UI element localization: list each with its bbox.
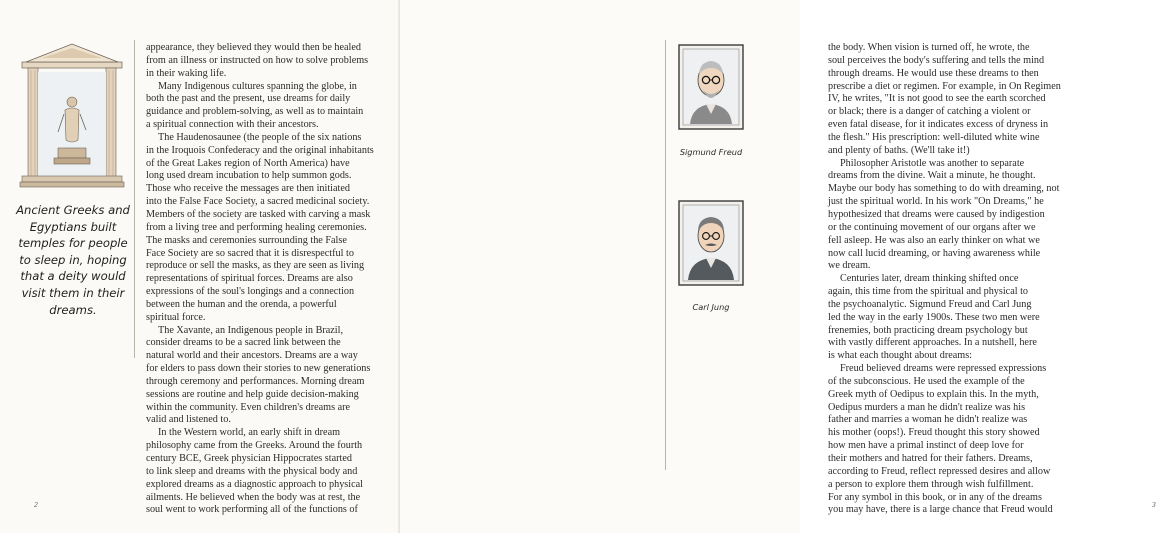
text-line: spiritual force. <box>146 311 206 323</box>
text-line: The Xavante, an Indigenous people in Brazil, <box>158 324 344 336</box>
text-line: or the continuing movement of our organs after we <box>828 221 1036 233</box>
text-line: from a living tree and performing healing ceremonies. <box>146 221 367 233</box>
text-line: Freud believed dreams were repressed expressions <box>840 363 1047 375</box>
text-line: according to Freud, reflect repressed desires and allow <box>828 465 1051 477</box>
text-line: Many Indigenous cultures spanning the globe, in <box>158 80 357 92</box>
text-line: father and marries a woman he didn't realize was <box>828 414 1028 426</box>
text-line: of the subconscious. He used the example of the <box>828 375 1025 387</box>
text-line: Those who receive the messages are then initiated <box>146 183 350 195</box>
text-line: fell asleep. He was also an early thinker on what we <box>828 234 1040 246</box>
text-line: a person to explore them through wish fulfillment. <box>828 478 1034 490</box>
text-line: both the past and the present, use dreams for daily <box>146 93 351 105</box>
text-line: explored dreams as a diagnostic approach to physical <box>146 478 363 490</box>
text-line: For any symbol in this book, or in any of the dreams <box>828 491 1042 503</box>
right-body-text <box>828 42 1060 517</box>
text-line: century BCE, Greek physician Hippocrates started <box>146 453 352 464</box>
text-line: Face Society are so sacred that it is disrespectful to <box>146 247 354 259</box>
text-line: Oedipus murders a man he didn't realize was his <box>828 401 1026 413</box>
temple-illustration <box>18 40 126 188</box>
page-number: 3 <box>1152 500 1156 509</box>
text-line: his mother (oops!). Freud thought this story showed <box>828 427 1040 439</box>
text-line: reproduce or sell the masks, as they are seen as living <box>146 260 365 272</box>
text-line: In the Western world, an early shift in dream <box>158 427 341 439</box>
column-rule <box>134 40 135 358</box>
text-line: again, this time from the spiritual and physical to <box>828 286 1029 298</box>
text-line: The masks and ceremonies surrounding the False <box>146 234 347 246</box>
text-line: the psychoanalytic. Sigmund Freud and Carl Jung <box>828 298 1032 310</box>
text-line: ailments. He believed when the body was at rest, the <box>146 491 361 503</box>
text-line: for elders to pass down their stories to new generations <box>146 363 371 375</box>
text-line: of the Great Lakes region of North America) have <box>146 157 350 169</box>
text-line: valid and listened to. <box>146 414 231 426</box>
text-line: led the way in the early 1900s. These two men were <box>828 311 1040 323</box>
text-line: Centuries later, dream thinking shifted once <box>840 273 1019 285</box>
text-line: from an illness or instructed on how to solve problems <box>146 54 369 66</box>
text-line: guidance and problem-solving, as well as to maintain <box>146 106 364 118</box>
text-line: even fatal disease, for it indicates excess of dryness in <box>828 119 1049 131</box>
left-page <box>0 0 400 533</box>
text-line: now call lucid dreaming, or having awareness while <box>828 247 1041 259</box>
text-line: is what each thought about dreams: <box>828 350 973 362</box>
text-line: prescribe a diet or regimen. For example, in On Regimen <box>828 80 1061 92</box>
text-line: just the spiritual world. In his work "On Dreams," he <box>828 196 1044 208</box>
text-line: with vastly different approaches. In a nutshell, here <box>828 337 1037 349</box>
text-line: representations of spiritual forces. Dreams are also <box>146 273 353 285</box>
text-line: the flesh." His prescription: well-diluted white wine <box>828 131 1040 143</box>
text-line: Greek myth of Oedipus to explain this. In the myth, <box>828 388 1039 400</box>
jung-caption: Carl Jung <box>692 302 730 312</box>
text-line: soul went to work performing all of the functions of <box>146 504 358 516</box>
text-line: and plenty of baths. (We'll take it!) <box>828 144 970 156</box>
text-line: in the Iroquois Confederacy and the original inhabitants <box>146 144 374 156</box>
text-line: between the human and the orenda, a powerful <box>146 298 337 310</box>
freud-caption: Sigmund Freud <box>679 147 743 157</box>
text-line: their mothers and hatred for their fathers. Dreams, <box>828 453 1033 464</box>
text-line: into the False Face Society, a sacred medicinal society. <box>146 196 370 208</box>
jung-portrait <box>678 200 744 286</box>
text-line: a spiritual connection with their ancestors. <box>146 119 319 131</box>
text-line: Members of the society are tasked with carving a mask <box>146 208 371 220</box>
text-line: the body. When vision is turned off, he wrote, the <box>828 42 1030 53</box>
text-line: Philosopher Aristotle was another to separate <box>840 157 1025 169</box>
text-line: how men have a primal instinct of deep love for <box>828 440 1024 452</box>
text-line: The Haudenosaunee (the people of the six nations <box>158 131 362 143</box>
text-line: soul perceives the body's suffering and tells the mind <box>828 54 1045 66</box>
text-line: frenemies, both practicing dream psychology but <box>828 324 1028 336</box>
temple-caption: Ancient Greeks and Egyptians built temples for people to sleep in, hoping that a deity would visit them in their dreams. <box>16 203 130 317</box>
text-line: appearance, they believed they would then be healed <box>146 42 361 53</box>
text-line: you may have, there is a large chance that Freud would <box>828 504 1053 516</box>
text-line: through ceremony and performances. Morning dream <box>146 375 365 387</box>
text-line: to link sleep and dreams with the physical body and <box>146 465 358 477</box>
text-line: through dreams. He would use these dreams to then <box>828 67 1039 79</box>
text-line: sessions are routine and help guide decision-making <box>146 388 359 400</box>
column-rule <box>665 40 666 470</box>
text-line: or black; there is a danger of catching a violent or <box>828 106 1031 118</box>
text-line: natural world and their ancestors. Dreams are a way <box>146 350 358 362</box>
text-line: we dream. <box>828 260 871 272</box>
text-line: Maybe our body has something to do with dreaming, not <box>828 183 1060 195</box>
text-line: expressions of the soul's longings and a connection <box>146 286 355 298</box>
page-number: 2 <box>34 500 38 509</box>
text-line: within the community. Even children's dreams are <box>146 401 351 413</box>
text-line: consider dreams to be a sacred link between the <box>146 337 341 349</box>
text-line: philosophy came from the Greeks. Around the fourth <box>146 440 363 452</box>
left-body-text <box>146 42 374 517</box>
freud-portrait <box>678 44 744 130</box>
text-line: hypothesized that dreams were caused by indigestion <box>828 208 1045 220</box>
text-line: long used dream incubation to help summon gods. <box>146 170 352 182</box>
text-line: in their waking life. <box>146 67 227 79</box>
text-line: IV, he writes, "It is not good to see the earth scorched <box>828 93 1046 105</box>
text-line: dreams from the divine. Wait a minute, he thought. <box>828 170 1036 182</box>
